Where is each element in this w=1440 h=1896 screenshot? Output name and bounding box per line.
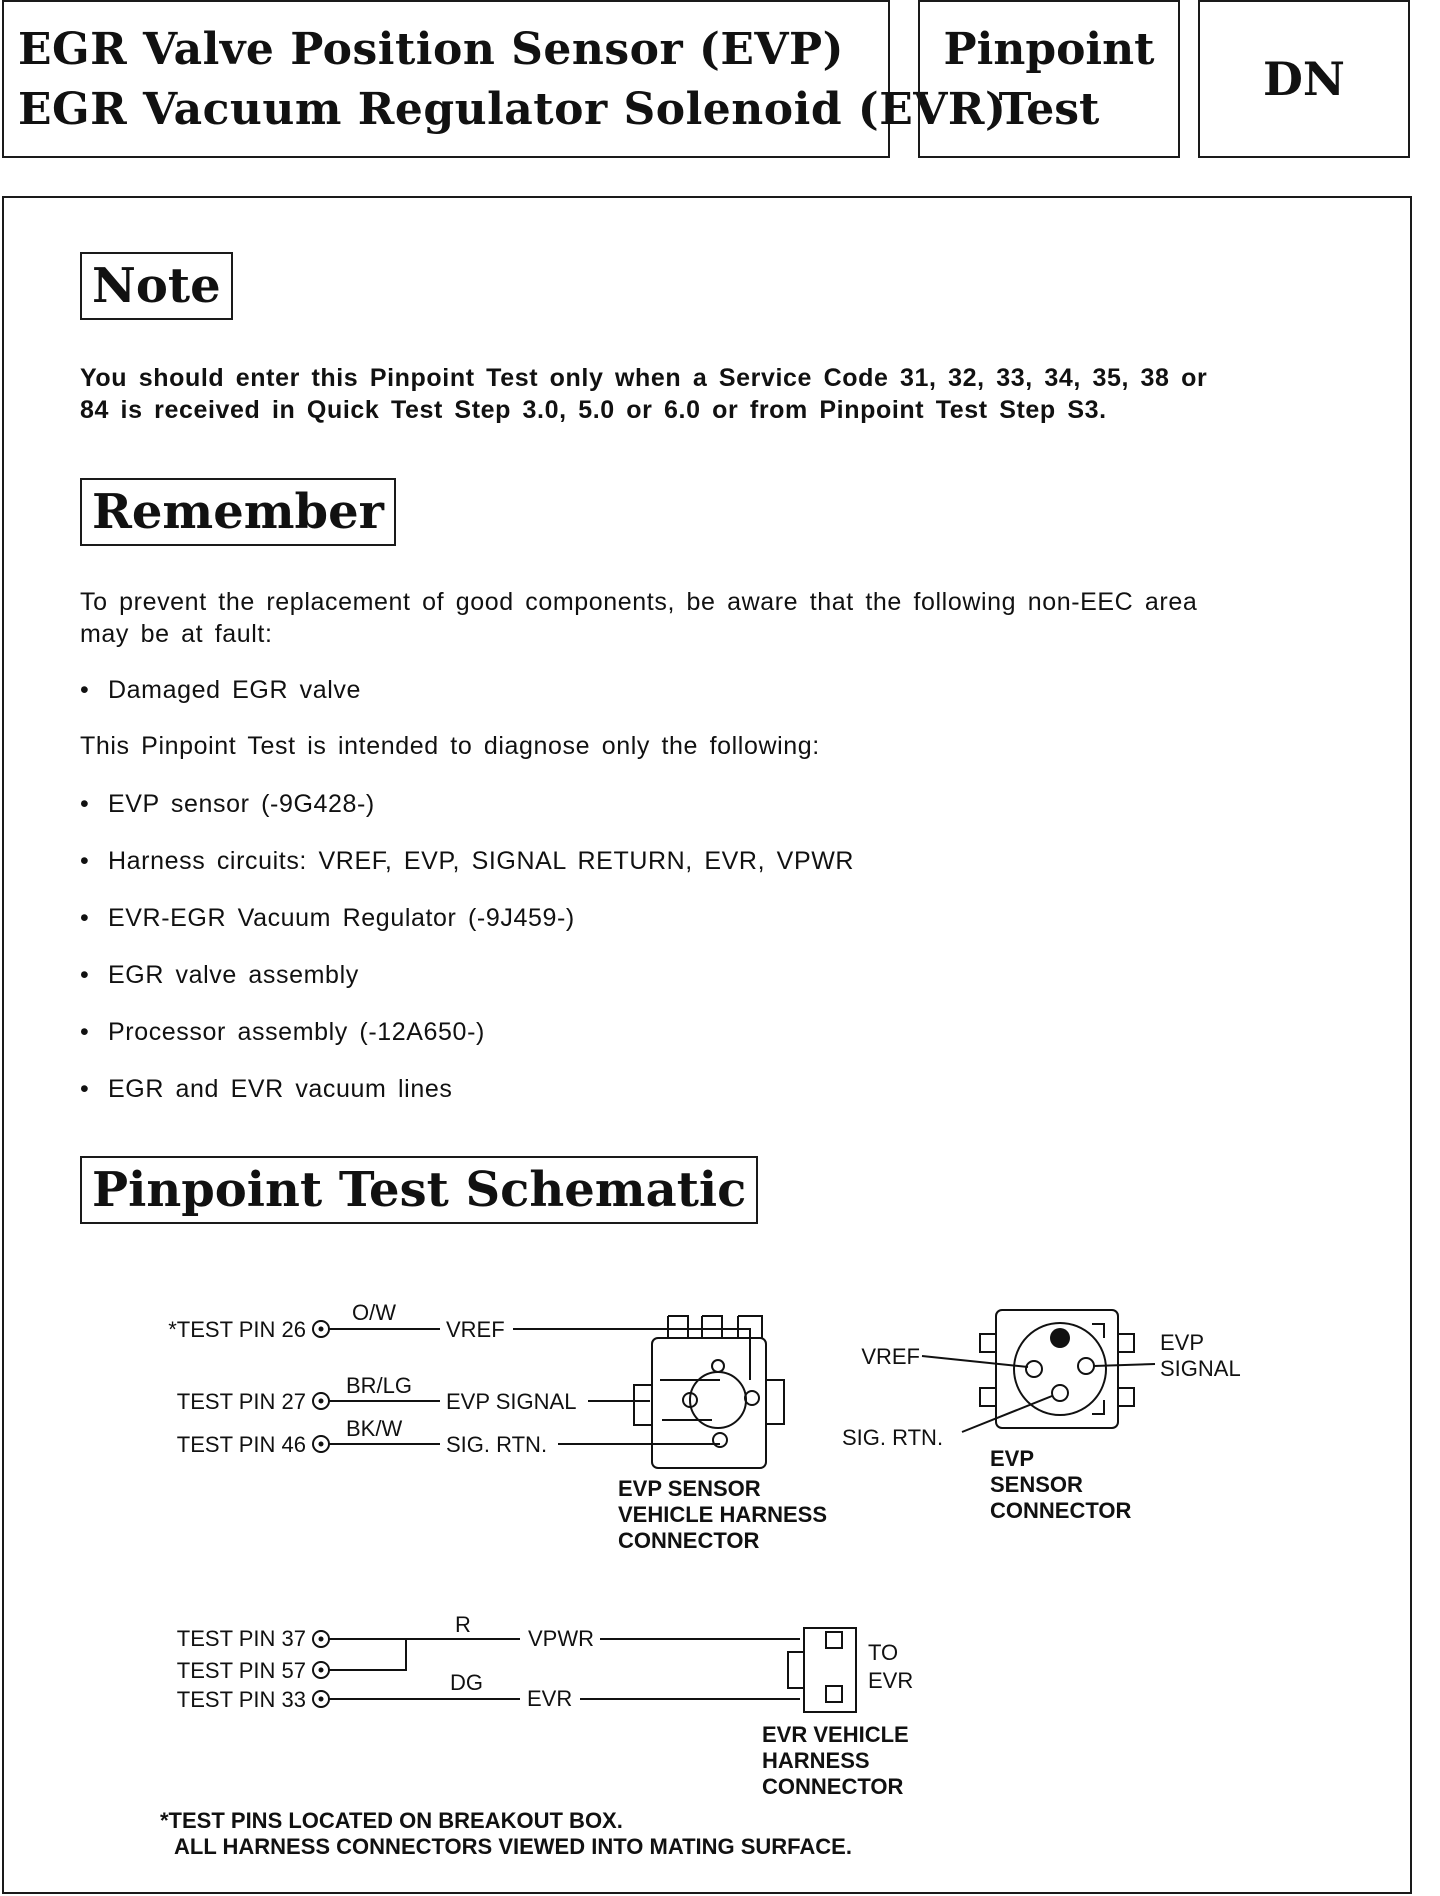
test-code: DN: [1263, 52, 1345, 106]
footnote-line-1: *TEST PINS LOCATED ON BREAKOUT BOX.: [160, 1808, 623, 1833]
signal-evr-label: EVR: [527, 1686, 573, 1711]
sensor-evp-label-2: SIGNAL: [1160, 1356, 1241, 1381]
signal-vref-label: VREF: [446, 1317, 505, 1342]
remember-heading: Remember: [80, 478, 396, 546]
note-heading: Note: [80, 252, 233, 320]
diagnose-item: • Processor assembly (-12A650-): [80, 1018, 485, 1046]
fault-item-text: Damaged EGR valve: [108, 676, 362, 704]
diagnose-item-text: EGR valve assembly: [108, 961, 359, 989]
remember-intro-line-2: may be at fault:: [80, 620, 273, 648]
note-text-line-1: You should enter this Pinpoint Test only when a Service Code 31, 32, 33, 34, 35, 38 or: [80, 364, 1208, 392]
diagnose-item-text: EVR-EGR Vacuum Regulator (-9J459-): [108, 904, 575, 932]
fault-item: • Damaged EGR valve: [80, 676, 362, 704]
test-pin-26-label: *TEST PIN 26: [168, 1317, 306, 1342]
test-pin-37-label: TEST PIN 37: [176, 1626, 306, 1651]
remember-intro-line-1: To prevent the replacement of good components, be aware that the following non-EEC area: [80, 588, 1198, 616]
diagnose-item-text: EVP sensor (-9G428-): [108, 790, 375, 818]
wire-color-bkw: BK/W: [346, 1416, 403, 1441]
wire-color-dg: DG: [450, 1670, 483, 1695]
diagnose-item: • EVP sensor (-9G428-): [80, 790, 375, 818]
diagnose-item-text: Harness circuits: VREF, EVP, SIGNAL RETURN, EVR, VPWR: [108, 847, 855, 875]
wire-color-brlg: BR/LG: [346, 1373, 413, 1398]
diagnose-item: • Harness circuits: VREF, EVP, SIGNAL RETURN, EVR, VPWR: [80, 847, 855, 875]
wire-color-ow: O/W: [352, 1300, 396, 1325]
schematic-heading: Pinpoint Test Schematic: [80, 1156, 758, 1224]
diagnose-item: • EGR valve assembly: [80, 961, 359, 989]
test-pin-27-label: TEST PIN 27: [176, 1389, 306, 1414]
diagnose-item-text: Processor assembly (-12A650-): [108, 1018, 485, 1046]
title-line-2: EGR Vacuum Regulator Solenoid (EVR): [18, 84, 1007, 135]
evr-connector-label-1: EVR VEHICLE: [762, 1722, 909, 1747]
sensor-connector-label-2: SENSOR: [990, 1472, 1083, 1497]
harness-connector-label-2: VEHICLE HARNESS: [618, 1502, 828, 1527]
evp-harness-connector: [634, 1316, 784, 1468]
signal-evp-label: EVP SIGNAL: [446, 1389, 577, 1414]
wire-color-r: R: [455, 1612, 471, 1637]
sensor-connector-label-1: EVP: [990, 1446, 1035, 1471]
title-line-1: EGR Valve Position Sensor (EVP): [18, 24, 844, 75]
diagnose-intro: This Pinpoint Test is intended to diagnose only the following:: [80, 732, 820, 760]
note-text-line-2: 84 is received in Quick Test Step 3.0, 5.0 or 6.0 or from Pinpoint Test Step S3.: [80, 396, 1107, 424]
test-pin-33-label: TEST PIN 33: [176, 1687, 306, 1712]
pinpoint-label: Pinpoint: [943, 24, 1155, 75]
sensor-evp-label-1: EVP: [1160, 1330, 1205, 1355]
signal-vpwr-label: VPWR: [528, 1626, 594, 1651]
to-evr-label-2: EVR: [868, 1668, 914, 1693]
harness-connector-label-1: EVP SENSOR: [618, 1476, 761, 1501]
diagnose-item: • EGR and EVR vacuum lines: [80, 1075, 453, 1103]
evp-sensor-connector: [922, 1310, 1155, 1432]
sensor-sigrtn-label: SIG. RTN.: [842, 1425, 944, 1450]
sensor-vref-label: VREF: [861, 1344, 920, 1369]
test-pin-46-label: TEST PIN 46: [176, 1432, 306, 1457]
footnote-line-2: ALL HARNESS CONNECTORS VIEWED INTO MATING SURFACE.: [174, 1834, 852, 1859]
evr-connector-label-2: HARNESS: [762, 1748, 870, 1773]
test-pin-57-label: TEST PIN 57: [176, 1658, 306, 1683]
to-evr-label-1: TO: [868, 1640, 899, 1665]
diagnose-item-text: EGR and EVR vacuum lines: [108, 1075, 453, 1103]
signal-sigrtn-label: SIG. RTN.: [446, 1432, 548, 1457]
test-label: Test: [998, 84, 1100, 135]
sensor-connector-label-3: CONNECTOR: [990, 1498, 1132, 1523]
evr-connector-label-3: CONNECTOR: [762, 1774, 904, 1799]
diagnose-item: • EVR-EGR Vacuum Regulator (-9J459-): [80, 904, 575, 932]
blocked-pin-cavity: [1050, 1328, 1070, 1348]
harness-connector-label-3: CONNECTOR: [618, 1528, 760, 1553]
